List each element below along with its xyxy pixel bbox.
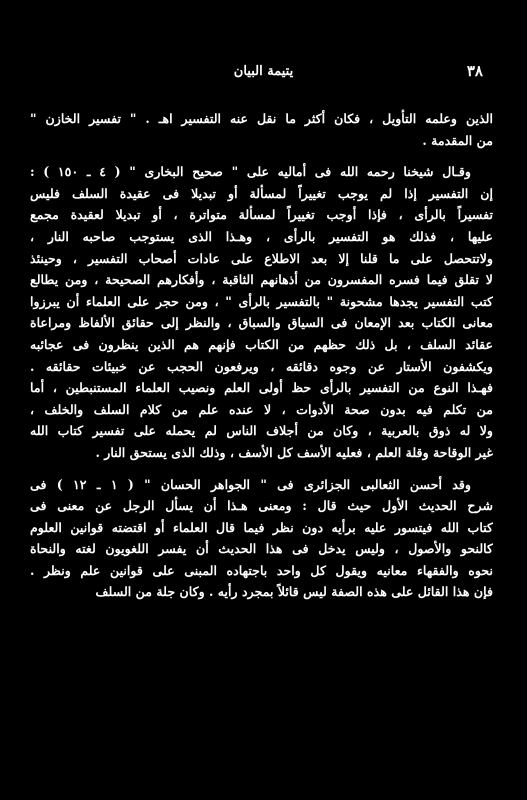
text-line: شرح الحديث الأول حيث قال : ومعنى هـذا أن يسأل الرجل عن معنى فى bbox=[30, 498, 493, 514]
text-line: إن التفسير إذا لم يوجب تغييراً لمسألة أو تبديلا فى عقيدة السلف فليس bbox=[30, 185, 493, 201]
text-line: تفسيراً بالرأى ، فإذا أوجب تغييراً لمسألة متواترة ، أو تبديلا لعقيدة مجمع bbox=[30, 207, 493, 223]
text-line: وقـال شيخنا رحمه الله فى أماليه على " صحيح البخارى " ( ٤ ـ ١٥٠ ) : bbox=[30, 164, 471, 180]
text-line: من المقدمة . bbox=[422, 132, 493, 148]
text-line: ولا له ذوق بالعربية ، وكان من أجلاف الناس لم يحمله على تفسير كتاب الله bbox=[30, 423, 493, 439]
text-line: فهـذا النوع من التفسير بالرأى حظ أولى العلم ونصيب العلماء المستنبطين ، أما bbox=[30, 380, 493, 396]
page-number: ٣٨ bbox=[466, 62, 483, 80]
text-paragraph bbox=[30, 108, 493, 151]
text-line: من تكلم فيه بدون صحة الأدوات ، لا عنده علم من كلام السلف والخلف ، bbox=[30, 401, 493, 417]
page-body-text bbox=[30, 108, 493, 603]
text-line: ولاتتحصل على ما قلنا إلا بعد الاطلاع على عادات أصحاب التفسير ، وحينئذ bbox=[30, 250, 493, 266]
text-line: كتاب الله فيتسور عليه برأيه دون نظر فيما قال العلماء أو اقتضته قوانين العلوم bbox=[30, 519, 493, 535]
page-header bbox=[30, 62, 497, 86]
paragraph-spacer bbox=[30, 151, 493, 161]
text-line: عقائد السلف ، بل ذلك حظهم من الكتاب فإنهم هم الذين ينظرون فى عجائبه bbox=[30, 336, 493, 352]
paragraph-spacer bbox=[30, 464, 493, 474]
running-title: يتيمة البيان bbox=[233, 64, 294, 79]
text-line: عليها ، فذلك هو التفسير بالرأى ، وهـذا الذى يستوجب صاحبه النار ، bbox=[30, 228, 493, 244]
text-line: وقد أحسن الثعالبى الجزائرى فى " الجواهر الحسان " ( ١ ـ ١٢ ) فى bbox=[30, 476, 471, 492]
text-paragraph bbox=[30, 474, 493, 604]
text-line: فإن هذا القائل على هذه الصفة ليس قائلاً بمجرد رأيه . وكان جلة من السلف bbox=[95, 584, 493, 600]
text-line: ويكشفون الأستار عن وجوه دقائقه ، ويرفعون الحجب عن خبيئات حقائقه . bbox=[30, 358, 493, 374]
text-line: نحوه والفقهاء معانيه ويقول كل واحد باجتهاده المبنى على قوانين علم ونظر . bbox=[30, 562, 493, 578]
text-line: معانى الكتاب بعد الإمعان فى السياق والسباق ، والنظر إلى حقائق الألفاظ ومراعاة bbox=[30, 315, 493, 331]
text-line: الذين وعلمه التأويل ، فكان أكثر ما نقل عنه التفسير اهـ . " تفسير الخازن " bbox=[30, 111, 493, 126]
text-line: لا تقلق فيما فسره المفسرون من أذهانهم الثاقبة ، وأفكارهم الصحيحة ، ومن يطالع bbox=[30, 272, 493, 288]
text-line: غير الوقاحة وقلة العلم ، فعليه الأسف كل الأسف ، وذلك الذى يستحق النار . bbox=[95, 444, 493, 460]
text-line: كالنحو والأصول ، وليس يدخل فى هذا الحديث أن يفسر اللغويون لغته والنحاة bbox=[30, 541, 493, 557]
text-paragraph bbox=[30, 161, 493, 463]
text-line: كتب التفسير يجدها مشحونة " بالتفسير بالرأى " ، ومن حجر على العلماء أن يبرزوا bbox=[30, 293, 493, 309]
